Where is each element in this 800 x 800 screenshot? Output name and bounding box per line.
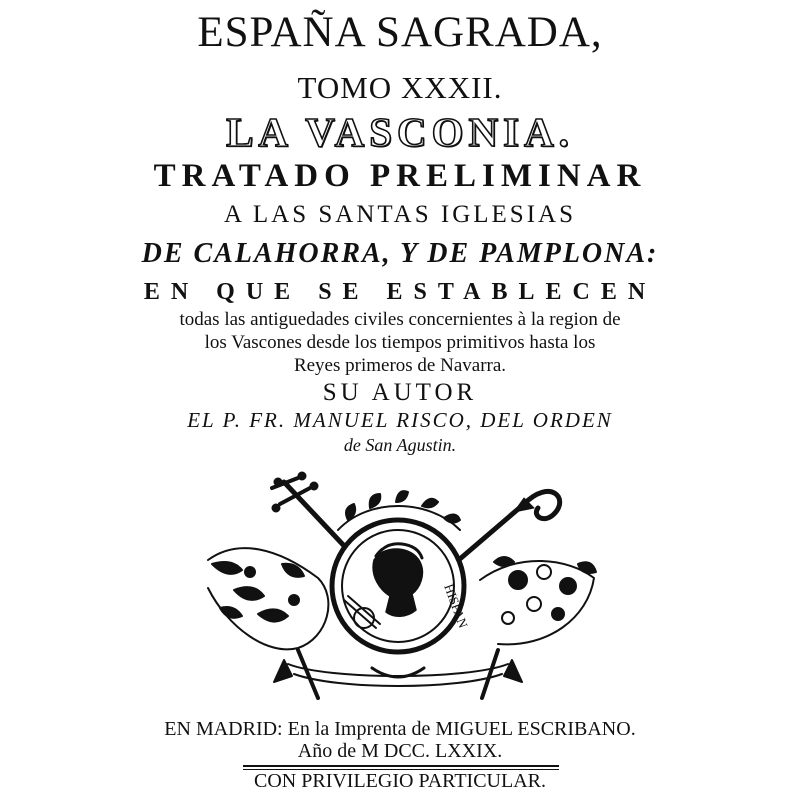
- intro-line: EN QUE SE ESTABLECEN: [143, 279, 657, 305]
- treatise-heading: TRATADO PRELIMINAR: [153, 158, 647, 194]
- dedication-line: A LAS SANTAS IGLESIAS: [223, 201, 576, 228]
- main-title: ESPAÑA SAGRADA,: [197, 9, 603, 56]
- ribbon-icon: [274, 650, 522, 698]
- left-foliage-icon: [208, 548, 328, 649]
- cross-icon: [272, 472, 348, 550]
- crosier-icon: [454, 491, 560, 564]
- imprint-place-printer: EN MADRID: En la Imprenta de MIGUEL ESCRIBANO.: [164, 718, 636, 740]
- author-name: EL P. FR. MANUEL RISCO, DEL ORDEN: [187, 408, 613, 432]
- right-foliage-icon: [480, 557, 596, 644]
- imprint-year: Año de M DCC. LXXIX.: [297, 740, 503, 762]
- privilege-line: CON PRIVILEGIO PARTICULAR.: [254, 770, 546, 792]
- ornament-medallion-icon: [198, 468, 602, 704]
- medallion-inscription: HISPAN: [441, 581, 471, 631]
- churches-line: DE CALAHORRA, Y DE PAMPLONA:: [141, 238, 659, 269]
- volume-number: TOMO XXXII.: [297, 70, 503, 105]
- author-heading: SU AUTOR: [322, 379, 478, 406]
- description-line: Reyes primeros de Navarra.: [293, 355, 507, 376]
- subtitle-decorated: LA VASCONIA.: [226, 109, 574, 155]
- description-line: los Vascones desde los tiempos primitivos hasta los: [204, 332, 596, 353]
- religious-order: de San Agustin.: [343, 435, 457, 455]
- description-line: todas las antiguedades civiles concernientes à la region de: [179, 309, 621, 330]
- double-rule-top: [243, 765, 559, 767]
